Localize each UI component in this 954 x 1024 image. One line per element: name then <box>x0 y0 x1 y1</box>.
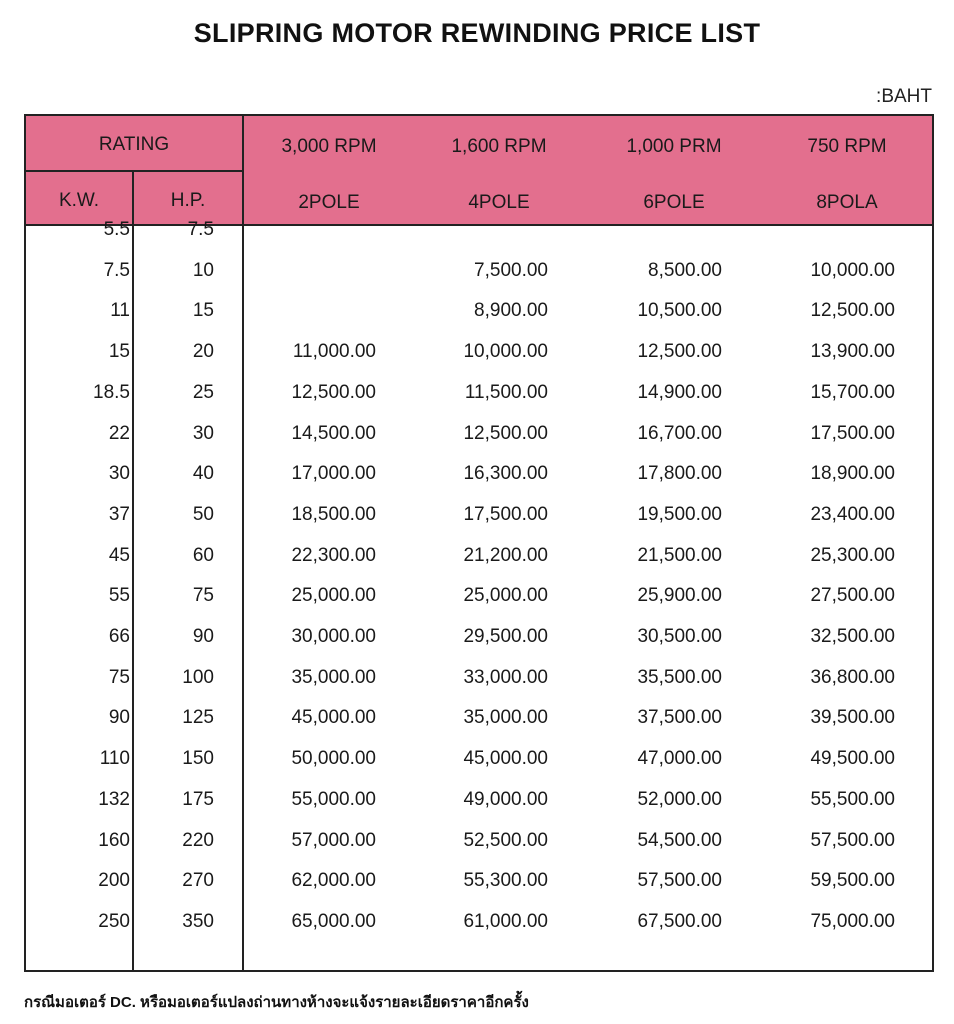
table-row <box>26 535 932 576</box>
table-row <box>26 575 932 616</box>
price-8pole-cell: 10,000.00 <box>810 259 895 281</box>
price-6pole-cell: 67,500.00 <box>637 910 722 932</box>
kw-cell: 37 <box>108 503 130 525</box>
price-4pole-cell: 7,500.00 <box>474 259 548 281</box>
hp-cell: 90 <box>192 626 214 647</box>
price-6pole-cell: 17,800.00 <box>637 463 722 485</box>
hp-cell: 50 <box>192 503 214 525</box>
table-row <box>26 250 932 291</box>
price-8pole-cell <box>759 209 895 250</box>
price-8pole-cell: 39,500.00 <box>810 707 895 729</box>
kw-cell: 18.5 <box>93 381 130 403</box>
price-6pole-cell: 19,500.00 <box>637 503 722 525</box>
price-8pole-cell: 12,500.00 <box>810 300 895 322</box>
price-6pole-cell: 54,500.00 <box>637 829 722 851</box>
hp-cell: 100 <box>182 666 214 688</box>
price-2pole-cell: 17,000.00 <box>291 463 376 485</box>
table-row <box>26 901 932 942</box>
table-row <box>26 413 932 454</box>
kw-cell: 15 <box>108 341 130 363</box>
price-table <box>24 114 934 972</box>
price-4pole-cell: 21,200.00 <box>463 544 548 566</box>
kw-cell: 160 <box>98 829 130 851</box>
hp-cell: 15 <box>192 300 214 322</box>
price-2pole-cell: 45,000.00 <box>291 707 376 729</box>
price-4pole-cell: 35,000.00 <box>463 707 548 729</box>
hp-cell: 60 <box>192 544 214 566</box>
price-2pole-cell: 55,000.00 <box>291 788 376 810</box>
price-4pole-cell: 8,900.00 <box>474 300 548 322</box>
pole-header-8: 8POLA <box>816 192 878 213</box>
footnote: กรณีมอเตอร์ DC. หรือมอเตอร์แปลงถ่านทางห้างจะแจ้งรายละเอียดราคาอีกครั้ง <box>24 994 529 1011</box>
price-8pole-cell: 75,000.00 <box>810 910 895 932</box>
price-6pole-cell: 10,500.00 <box>637 300 722 322</box>
price-8pole-cell: 55,500.00 <box>810 788 895 810</box>
price-4pole-cell: 61,000.00 <box>463 910 548 932</box>
price-6pole-cell: 16,700.00 <box>637 422 722 444</box>
price-4pole-cell: 16,300.00 <box>463 463 548 485</box>
pole-header-6: 6POLE <box>643 192 705 213</box>
price-6pole-cell: 37,500.00 <box>637 707 722 729</box>
kw-cell: 45 <box>108 544 130 566</box>
price-8pole-cell: 36,800.00 <box>810 666 895 688</box>
price-2pole-cell: 12,500.00 <box>291 381 376 403</box>
table-row <box>26 453 932 494</box>
price-2pole-cell <box>240 250 376 291</box>
table-row <box>26 372 932 413</box>
kw-cell: 66 <box>108 626 130 647</box>
hp-cell: 7.5 <box>187 219 214 240</box>
rpm-header-1000: 1,000 PRM <box>626 136 722 157</box>
hp-cell: 30 <box>192 422 214 444</box>
kw-cell: 132 <box>98 788 130 810</box>
price-8pole-cell: 18,900.00 <box>810 463 895 485</box>
kw-cell: 55 <box>108 585 130 607</box>
table-row <box>26 738 932 779</box>
hp-header: H.P. <box>170 190 206 211</box>
kw-cell: 7.5 <box>103 259 130 281</box>
kw-cell: 250 <box>98 910 130 932</box>
pole-header-2: 2POLE <box>298 192 360 213</box>
price-6pole-cell <box>586 209 722 250</box>
table-row <box>26 820 932 861</box>
price-8pole-cell: 15,700.00 <box>810 381 895 403</box>
rpm-header-1600: 1,600 RPM <box>451 136 547 157</box>
price-2pole-cell: 30,000.00 <box>291 626 376 647</box>
kw-cell: 90 <box>108 707 130 729</box>
price-6pole-cell: 47,000.00 <box>637 748 722 770</box>
price-4pole-cell: 11,500.00 <box>464 381 548 403</box>
kw-cell: 5.5 <box>103 219 130 240</box>
price-6pole-cell: 35,500.00 <box>637 666 722 688</box>
price-4pole-cell: 33,000.00 <box>463 666 548 688</box>
kw-cell: 200 <box>98 870 130 892</box>
price-4pole-cell: 10,000.00 <box>463 341 548 363</box>
rating-divider <box>26 170 242 172</box>
price-8pole-cell: 27,500.00 <box>810 585 895 607</box>
price-6pole-cell: 8,500.00 <box>648 259 722 281</box>
price-4pole-cell: 17,500.00 <box>463 503 548 525</box>
price-2pole-cell: 50,000.00 <box>291 748 376 770</box>
price-8pole-cell: 17,500.00 <box>810 422 895 444</box>
price-8pole-cell: 59,500.00 <box>810 870 895 892</box>
page-title: SLIPRING MOTOR REWINDING PRICE LIST <box>193 18 761 48</box>
price-6pole-cell: 30,500.00 <box>637 626 722 647</box>
price-2pole-cell: 18,500.00 <box>291 503 376 525</box>
price-2pole-cell <box>240 290 376 331</box>
price-6pole-cell: 12,500.00 <box>637 341 722 363</box>
table-row <box>26 290 932 331</box>
price-8pole-cell: 32,500.00 <box>810 626 895 647</box>
hp-cell: 175 <box>182 788 214 810</box>
kw-header: K.W. <box>58 190 100 211</box>
kw-cell: 11 <box>110 300 130 322</box>
price-8pole-cell: 23,400.00 <box>810 503 895 525</box>
hp-cell: 25 <box>192 381 214 403</box>
price-4pole-cell: 12,500.00 <box>463 422 548 444</box>
kw-cell: 30 <box>108 463 130 485</box>
table-row <box>26 779 932 820</box>
price-4pole-cell: 25,000.00 <box>463 585 548 607</box>
price-6pole-cell: 52,000.00 <box>637 788 722 810</box>
price-8pole-cell: 25,300.00 <box>810 544 895 566</box>
price-6pole-cell: 14,900.00 <box>637 381 722 403</box>
table-row <box>26 697 932 738</box>
rating-header: RATING <box>98 134 170 155</box>
price-4pole-cell: 49,000.00 <box>463 788 548 810</box>
price-4pole-cell: 52,500.00 <box>463 829 548 851</box>
price-4pole-cell <box>412 209 548 250</box>
price-8pole-cell: 57,500.00 <box>810 829 895 851</box>
hp-cell: 10 <box>192 259 214 281</box>
price-2pole-cell <box>240 209 376 250</box>
hp-cell: 350 <box>182 910 214 932</box>
price-2pole-cell: 22,300.00 <box>291 544 376 566</box>
price-6pole-cell: 21,500.00 <box>637 544 722 566</box>
hp-cell: 270 <box>182 870 214 892</box>
kw-cell: 22 <box>108 422 130 444</box>
hp-cell: 125 <box>182 707 214 729</box>
price-4pole-cell: 55,300.00 <box>463 870 548 892</box>
hp-cell: 150 <box>182 748 214 770</box>
table-row <box>26 860 932 901</box>
price-2pole-cell: 14,500.00 <box>291 422 376 444</box>
price-2pole-cell: 25,000.00 <box>291 585 376 607</box>
price-6pole-cell: 57,500.00 <box>637 870 722 892</box>
price-2pole-cell: 65,000.00 <box>291 910 376 932</box>
pole-header-4: 4POLE <box>468 192 530 213</box>
hp-cell: 220 <box>182 829 214 851</box>
hp-cell: 40 <box>192 463 214 485</box>
price-2pole-cell: 62,000.00 <box>291 870 376 892</box>
price-2pole-cell: 11,000.00 <box>292 341 376 363</box>
price-6pole-cell: 25,900.00 <box>637 585 722 607</box>
price-2pole-cell: 35,000.00 <box>291 666 376 688</box>
rpm-header-750: 750 RPM <box>807 136 887 157</box>
kw-cell: 75 <box>108 666 130 688</box>
price-4pole-cell: 29,500.00 <box>463 626 548 647</box>
price-4pole-cell: 45,000.00 <box>463 748 548 770</box>
hp-cell: 75 <box>192 585 214 607</box>
price-8pole-cell: 13,900.00 <box>810 341 895 363</box>
price-8pole-cell: 49,500.00 <box>810 748 895 770</box>
table-row <box>26 331 932 372</box>
price-2pole-cell: 57,000.00 <box>291 829 376 851</box>
currency-unit: :BAHT <box>876 86 932 107</box>
rpm-header-3000: 3,000 RPM <box>281 136 377 157</box>
hp-cell: 20 <box>192 341 214 363</box>
kw-cell: 110 <box>99 748 130 770</box>
table-row <box>26 209 932 250</box>
table-row <box>26 494 932 535</box>
table-row <box>26 616 932 657</box>
table-row <box>26 657 932 698</box>
